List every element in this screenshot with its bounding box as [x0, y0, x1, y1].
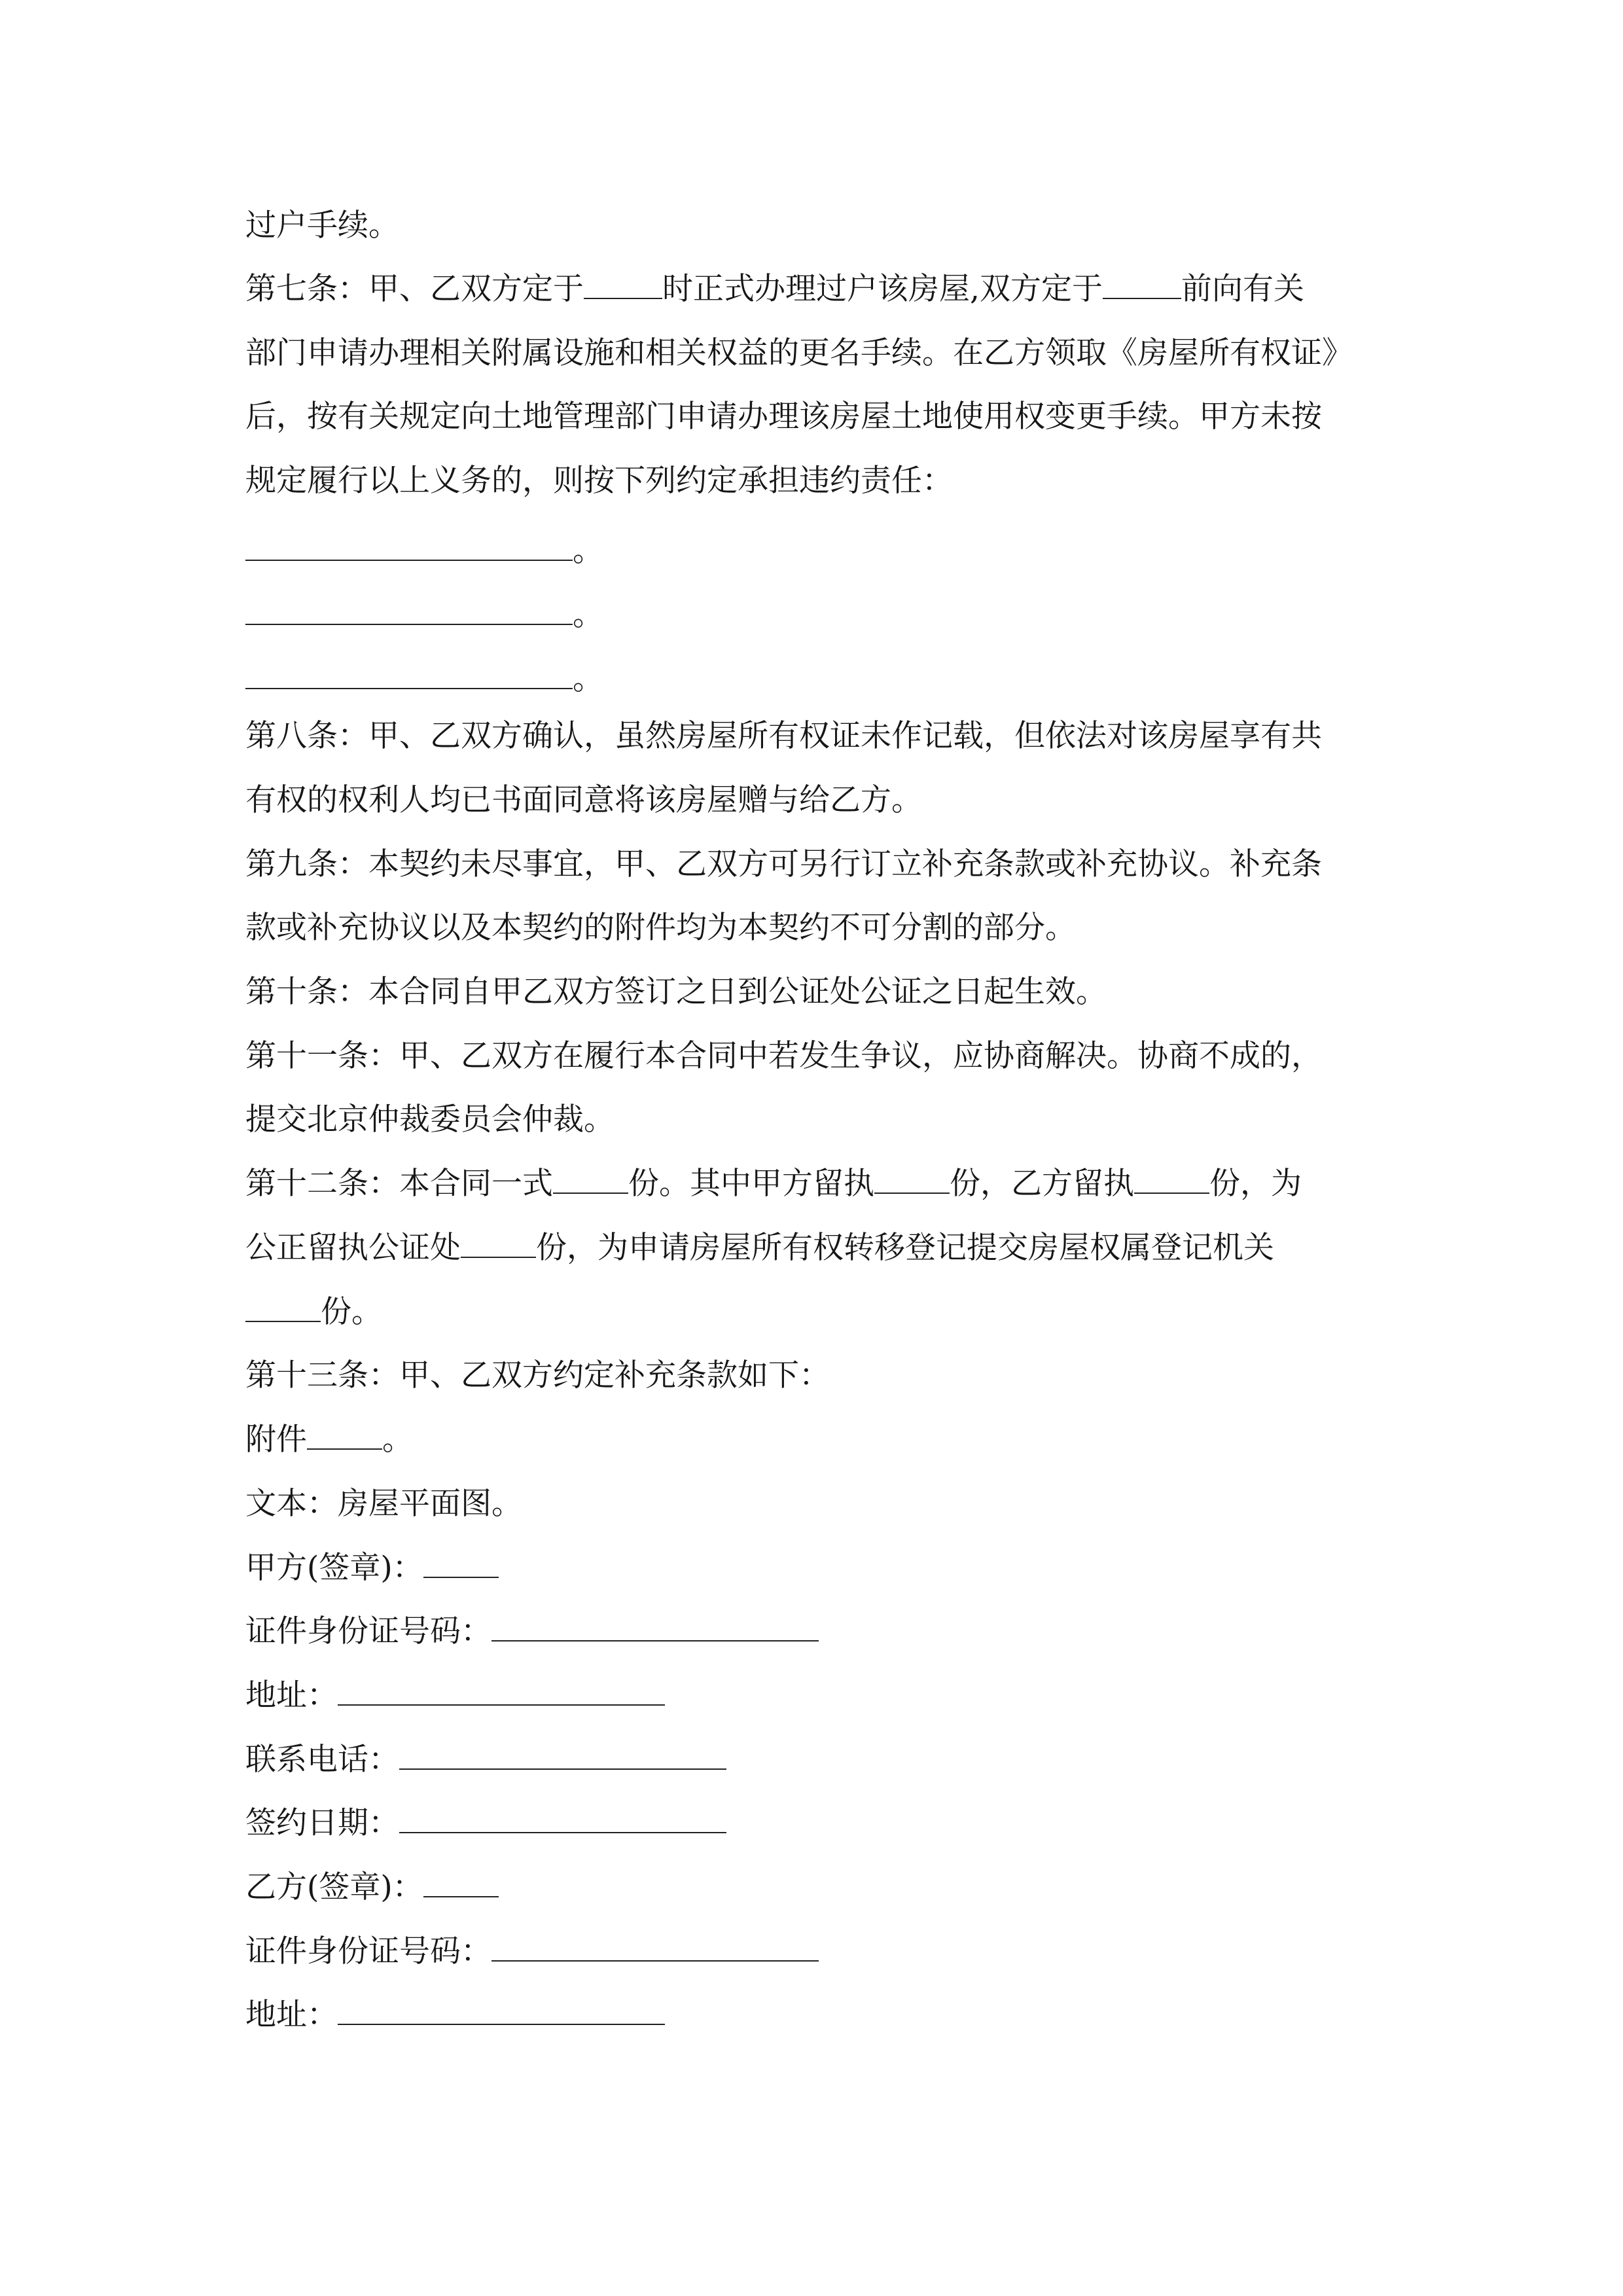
text-line: [245, 908, 1076, 948]
party-a-address-field: [245, 1676, 665, 1715]
line-text: 第七条：甲、乙双方定于: [245, 271, 584, 307]
field-label: 联系电话：: [245, 1742, 399, 1778]
fill-blank: [245, 662, 573, 689]
line-text: 份，为: [1209, 1166, 1302, 1202]
line-text: 。: [573, 597, 603, 633]
line-text: 。: [573, 533, 603, 569]
line-text: 过户手续。: [245, 207, 399, 243]
fill-blank: [307, 1422, 382, 1450]
field-label: 证件身份证号码：: [245, 1933, 491, 1969]
field-label: 签约日期：: [245, 1805, 399, 1841]
line-text: 有权的权利人均已书面同意将该房屋赠与给乙方。: [245, 782, 922, 818]
text-line: [245, 1100, 615, 1139]
text-line: [245, 461, 953, 501]
line-text: 份。其中甲方留执: [628, 1166, 874, 1202]
fill-blank: [245, 1295, 321, 1322]
line-text: 第十一条：甲、乙双方在履行本合同中若发生争议，应协商解决。协商不成的，: [245, 1038, 1322, 1074]
fill-blank: [461, 1230, 536, 1258]
article-12-line-2: [245, 1229, 1274, 1268]
line-text: 第八条：甲、乙双方确认，虽然房屋所有权证未作记载，但依法对该房屋享有共: [245, 718, 1322, 754]
line-text: 后，按有关规定向土地管理部门申请办理该房屋土地使用权变更手续。甲方未按: [245, 399, 1322, 435]
line-text: 。: [382, 1422, 413, 1458]
fill-blank: [338, 1998, 665, 2025]
line-text: 文本：房屋平面图。: [245, 1486, 522, 1522]
party-b-address-field: [245, 1996, 665, 2035]
line-text: 款或补充协议以及本契约的附件均为本契约不可分割的部分。: [245, 910, 1076, 946]
line-text: 份。: [321, 1294, 382, 1330]
penalty-blank-line: [245, 660, 603, 699]
fill-blank: [874, 1166, 950, 1194]
penalty-blank-line: [245, 531, 603, 571]
line-text: 。: [573, 661, 603, 697]
fill-blank: [399, 1806, 726, 1833]
field-label: 乙方(签章)：: [245, 1869, 423, 1905]
line-text: 附件: [245, 1422, 307, 1458]
fill-blank: [1134, 1166, 1209, 1194]
attachment-line: [245, 1420, 413, 1460]
fill-blank: [1103, 272, 1181, 299]
article-12-line-1: [245, 1164, 1302, 1204]
fill-blank: [245, 533, 573, 561]
party-a-id-field: [245, 1612, 819, 1651]
line-text: 第九条：本契约未尽事宜，甲、乙双方可另行订立补充条款或补充协议。补充条: [245, 846, 1322, 882]
fill-blank: [423, 1870, 499, 1897]
fill-blank: [491, 1614, 819, 1641]
penalty-blank-line: [245, 596, 603, 635]
text-line: [245, 1484, 522, 1524]
field-label: 地址：: [245, 1997, 338, 2033]
fill-blank: [399, 1742, 726, 1770]
text-line: [245, 781, 922, 820]
line-text: 公正留执公证处: [245, 1230, 461, 1266]
fill-blank: [584, 272, 662, 299]
fill-blank: [338, 1678, 665, 1706]
text-line: [245, 1356, 830, 1395]
line-text: 第十条：本合同自甲乙双方签订之日到公证处公证之日起生效。: [245, 974, 1107, 1010]
field-label: 地址：: [245, 1677, 338, 1713]
text-line: [245, 973, 1107, 1012]
text-line: [245, 1037, 1322, 1076]
article-7-line-1: [245, 270, 1304, 309]
line-text: 份，为申请房屋所有权转移登记提交房屋权属登记机关: [536, 1230, 1274, 1266]
fill-blank: [491, 1934, 819, 1962]
text-line: [245, 717, 1322, 756]
text-line: [245, 206, 399, 245]
party-a-phone-field: [245, 1740, 726, 1780]
line-text: 提交北京仲裁委员会仲裁。: [245, 1102, 615, 1138]
fill-blank: [553, 1166, 628, 1194]
text-line: [245, 397, 1322, 437]
party-a-signature-field: [245, 1549, 499, 1588]
line-text: 规定履行以上义务的，则按下列约定承担违约责任：: [245, 463, 953, 499]
fill-blank: [423, 1551, 499, 1578]
article-12-line-3: [245, 1293, 382, 1332]
line-text: 时正式办理过户该房屋,双方定于: [662, 271, 1103, 307]
sign-date-field: [245, 1804, 726, 1843]
field-label: 证件身份证号码：: [245, 1613, 491, 1649]
fill-blank: [245, 598, 573, 625]
line-text: 份，乙方留执: [950, 1166, 1134, 1202]
party-b-signature-field: [245, 1868, 499, 1907]
line-text: 前向有关: [1181, 271, 1304, 307]
text-line: [245, 334, 1353, 373]
party-b-id-field: [245, 1932, 819, 1971]
line-text: 部门申请办理相关附属设施和相关权益的更名手续。在乙方领取《房屋所有权证》: [245, 335, 1353, 371]
line-text: 第十三条：甲、乙双方约定补充条款如下：: [245, 1357, 830, 1393]
line-text: 第十二条：本合同一式: [245, 1166, 553, 1202]
text-line: [245, 845, 1322, 884]
field-label: 甲方(签章)：: [245, 1550, 423, 1586]
